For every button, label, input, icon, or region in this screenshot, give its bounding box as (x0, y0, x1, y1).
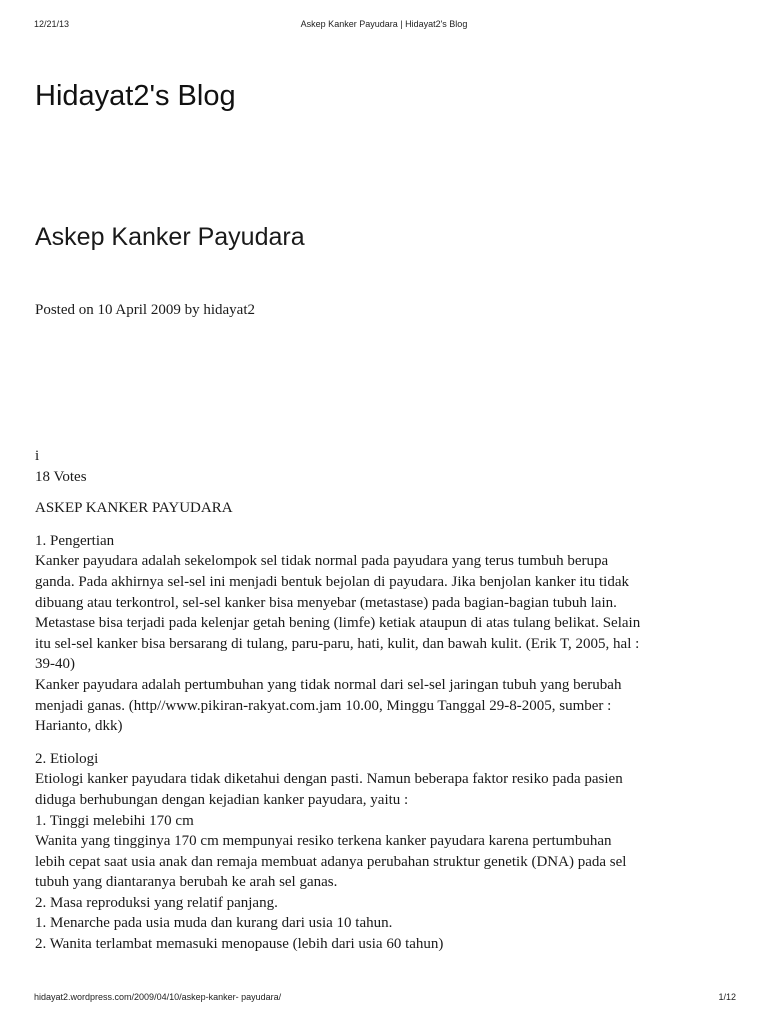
list-item: 2. Masa reproduksi yang relatif panjang. (35, 894, 278, 911)
paragraph-line: tubuh yang diantaranya berubah ke arah sel ganas. (35, 874, 338, 891)
paragraph-line: Metastase bisa terjadi pada kelenjar getah bening (limfe) ketiak ataupun di atas tulang belikat. Selain (35, 615, 641, 632)
paragraph-line: Kanker payudara adalah pertumbuhan yang tidak normal dari sel-sel jaringan tubuh yang berubah (35, 676, 622, 693)
list-item: 2. Wanita terlambat memasuki menopause (lebih dari usia 60 tahun) (35, 936, 444, 953)
paragraph-line: Etiologi kanker payudara tidak diketahui dengan pasti. Namun beberapa faktor resiko pada pasien (35, 771, 623, 788)
rating-icon[interactable]: i (35, 448, 40, 464)
list-item: 1. Tinggi melebihi 170 cm (35, 812, 194, 829)
paragraph-line: diduga berhubungan dengan kejadian kanker payudara, yaitu : (35, 791, 409, 808)
paragraph-line: Harianto, dkk) (35, 718, 123, 735)
spacer (35, 737, 735, 749)
blog-title[interactable]: Hidayat2's Blog (35, 80, 236, 112)
paragraph-line: dibuang atau terkontrol, sel-sel kanker bisa menyebar (metastase) pada bagian-bagian tubuh lain. (35, 594, 617, 611)
list-item: 1. Menarche pada usia muda dan kurang dari usia 10 tahun. (35, 915, 393, 932)
paragraph-line: itu sel-sel kanker bisa bersarang di tulang, paru-paru, hati, kulit, dan bawah kulit. (Erik T, 2005, hal : (35, 635, 640, 652)
paragraph-line: Kanker payudara adalah sekelompok sel tidak normal pada payudara yang terus tumbuh berupa (35, 553, 609, 570)
article-heading: ASKEP KANKER PAYUDARA (35, 500, 233, 517)
spacer (35, 519, 735, 531)
spacer (35, 487, 735, 498)
vote-count: 18 Votes (35, 468, 87, 485)
post-title[interactable]: Askep Kanker Payudara (35, 223, 305, 251)
section-etiologi (35, 749, 735, 955)
print-url: hidayat2.wordpress.com/2009/04/10/askep-kanker- payudara/ (34, 992, 282, 1002)
post-content (35, 446, 735, 955)
section-pengertian (35, 531, 735, 737)
print-footer (0, 992, 768, 1006)
paragraph-line: menjadi ganas. (http//www.pikiran-rakyat.com.jam 10.00, Minggu Tanggal 29-8-2005, sumber : (35, 697, 612, 714)
paragraph-line: Wanita yang tingginya 170 cm mempunyai resiko terkena kanker payudara karena pertumbuhan (35, 833, 612, 850)
post-meta: Posted on 10 April 2009 by hidayat2 (35, 302, 255, 318)
paragraph-line: 39-40) (35, 656, 75, 673)
print-header (0, 19, 768, 33)
paragraph-line: ganda. Pada akhirnya sel-sel ini menjadi bentuk bejolan di payudara. Jika benjolan kanker itu tidak (35, 573, 629, 590)
print-page-number: 1/12 (718, 992, 736, 1002)
section-title: 1. Pengertian (35, 532, 115, 549)
paragraph-line: lebih cepat saat usia anak dan remaja membuat adanya perubahan struktur genetik (DNA) pada sel (35, 853, 627, 870)
section-title: 2. Etiologi (35, 750, 99, 767)
print-date: 12/21/13 (34, 19, 70, 29)
print-page-title: Askep Kanker Payudara | Hidayat2's Blog (300, 19, 468, 29)
